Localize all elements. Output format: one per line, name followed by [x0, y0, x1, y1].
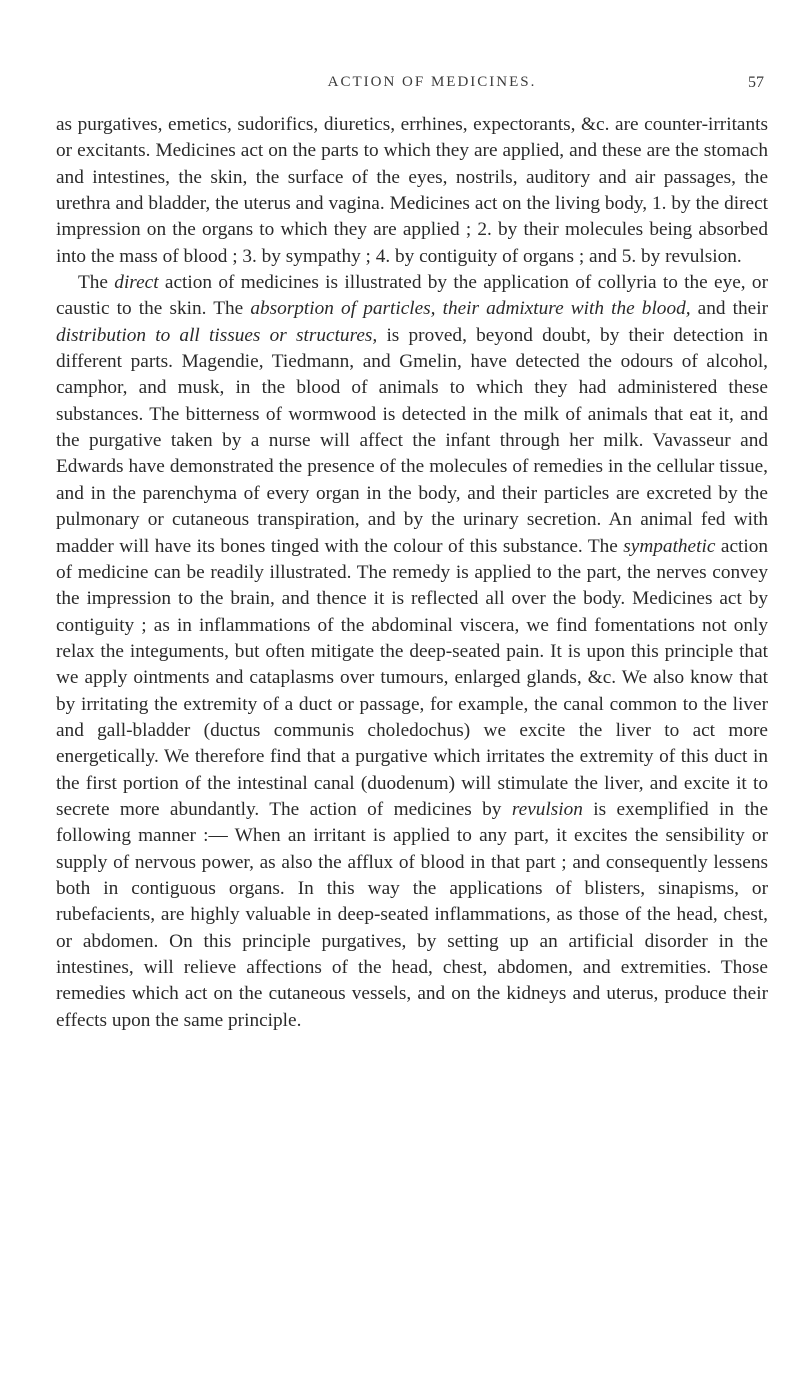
- italic-term-sympathetic: sympathetic: [623, 535, 716, 557]
- italic-term-absorption: absorption of particles, their admixture with the blood,: [250, 298, 691, 320]
- text-span: and their: [690, 298, 768, 320]
- italic-term-direct: direct: [114, 272, 159, 294]
- text-span: action of medicines is illustrated by the application of collyria to the eye, or caustic to the skin. The: [56, 272, 768, 320]
- paragraph-continuation: [56, 112, 768, 270]
- page-number: 57: [748, 74, 764, 91]
- italic-term-revulsion: revulsion: [511, 798, 583, 820]
- page-header-title: ACTION OF MEDICINES.: [327, 74, 537, 90]
- body-text: [56, 112, 768, 1034]
- text-span: is proved, beyond doubt, by their detection in different parts. Magendie, Tiedmann, and Gmelin, have detected the odours of alcohol, camphor, and musk, in the blood of animals to which they had administered these substances. The bitterness of wormwood is detected in the milk of animals that eat it, and the purgative taken by a nurse will affect the infant through her milk. Vavasseur and Edwards have demonstrated the presence of the molecules of remedies in the cellular tissue, and in the parenchyma of every organ in the body, and their particles are excreted by the pulmonary or cutaneous transpiration, and by the urinary secretion. An animal fed with madder will have its bones tinged with the colour of this substance. The: [56, 324, 768, 557]
- paragraph-modes-of-action: [56, 270, 768, 1034]
- text-span: action of medicine can be readily illustrated. The remedy is applied to the part, the nerves convey the impression to the brain, and thence it is reflected all over the body. Medicines act by contiguity ; as in inflammations of the abdominal viscera, we find fomentations not only relax the integuments, but often mitigate the deep-seated pain. It is upon this principle that we apply ointments and cataplasms over tumours, enlarged glands, &c. We also know that by irritating the extremity of a duct or passage, for example, the canal common to the liver and gall-bladder (ductus communis choledochus) we excite the liver to act more energetically. We therefore find that a purgative which irritates the extremity of this duct in the first portion of the intestinal canal (duodenum) will stimulate the liver, and excite it to secrete more abundantly. The action of medicines by: [56, 535, 768, 820]
- italic-term-distribution: distribution to all tissues or structures,: [56, 324, 378, 346]
- text-span: as purgatives, emetics, sudorifics, diuretics, errhines, expectorants, &c. are counter-irritants or excitants. Medicines act on the parts to which they are applied, and these are the stomach and intestines, the skin, the surface of the eyes, nostrils, auditory and air passages, the urethra and bladder, the uterus and vagina. Medicines act on the living body, 1. by the direct impression on the organs to which they are applied ; 2. by their molecules being absorbed into the mass of blood ; 3. by sympathy ; 4. by contiguity of organs ; and 5. by revulsion.: [56, 114, 768, 267]
- text-span: is exemplified in the following manner :— When an irritant is applied to any part, it excites the sensibility or supply of nervous power, as also the afflux of blood in that part ; and consequently lessens both in contiguous organs. In this way the applications of blisters, sinapisms, or rubefacients, are highly valuable in deep-seated inflammations, as those of the head, chest, or abdomen. On this principle purgatives, by setting up an artificial disorder in the intestines, will relieve affections of the head, chest, abdomen, and extremities. Those remedies which act on the cutaneous vessels, and on the kidneys and uterus, produce their effects upon the same principle.: [56, 798, 768, 1031]
- text-span: The: [78, 272, 115, 294]
- running-head: [0, 74, 800, 98]
